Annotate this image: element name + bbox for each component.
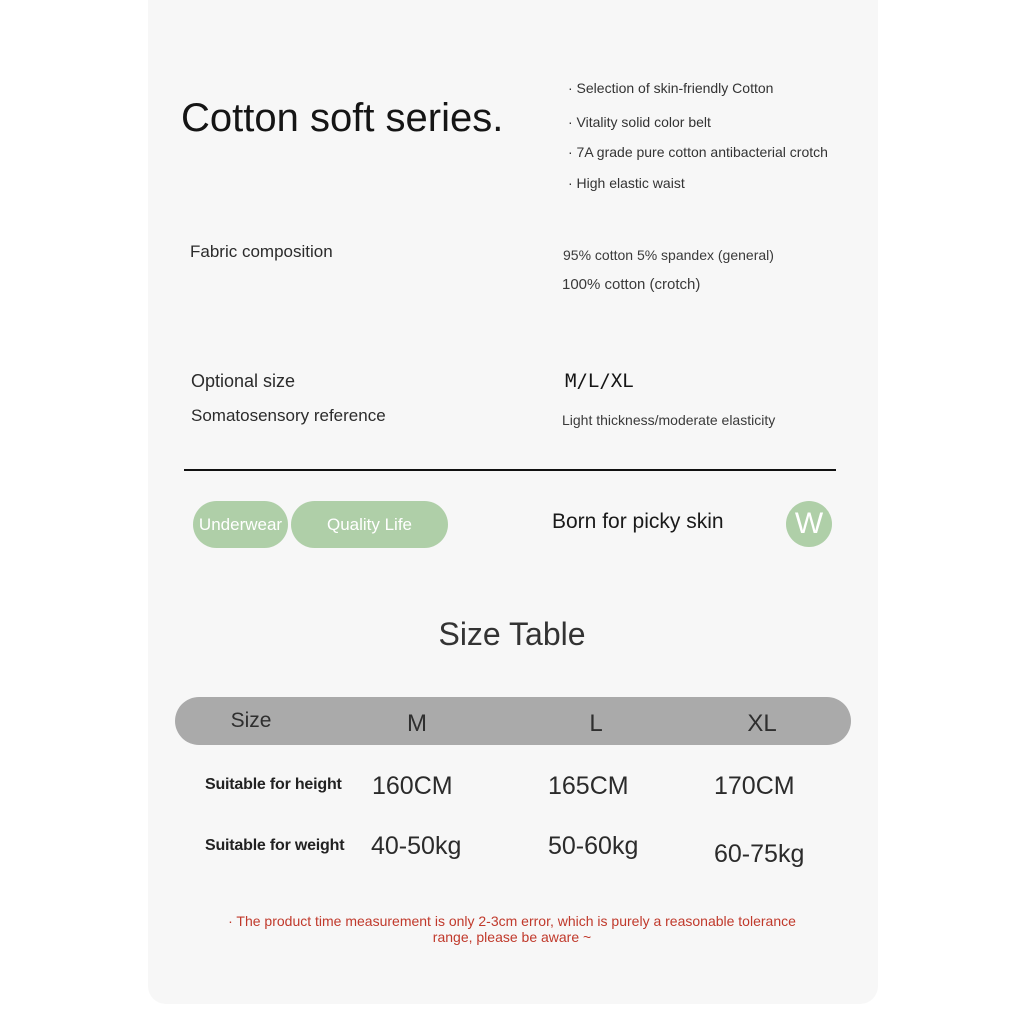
table-cell: 160CM <box>372 772 453 800</box>
brand-badge: W <box>786 501 832 547</box>
feature-item: · High elastic waist <box>568 175 685 191</box>
feature-item: · 7A grade pure cotton antibacterial crotch <box>568 144 828 160</box>
table-cell: 170CM <box>714 772 795 800</box>
tag-underwear: Underwear <box>193 501 288 548</box>
feature-item: · Vitality solid color belt <box>568 114 711 130</box>
size-table-title: Size Table <box>438 616 586 652</box>
table-row-label: Suitable for height <box>205 776 342 793</box>
optional-size-value: M/L/XL <box>565 370 634 392</box>
size-table-header-cell: L <box>589 710 603 737</box>
somatosensory-label: Somatosensory reference <box>191 406 386 425</box>
table-cell: 165CM <box>548 772 629 800</box>
tolerance-note <box>0 913 1024 945</box>
fabric-composition-value: 95% cotton 5% spandex (general) <box>563 247 774 263</box>
tag-quality-life: Quality Life <box>291 501 448 548</box>
table-cell: 40-50kg <box>371 832 462 860</box>
page-title: Cotton soft series. <box>181 96 504 140</box>
divider <box>184 469 836 471</box>
fabric-composition-value: 100% cotton (crotch) <box>562 276 701 293</box>
fabric-composition-label: Fabric composition <box>190 242 333 261</box>
tagline: Born for picky skin <box>552 510 724 533</box>
size-table-header-cell: Size <box>230 709 272 732</box>
table-row-label: Suitable for weight <box>205 837 345 854</box>
table-cell: 50-60kg <box>548 832 639 860</box>
size-table-header-cell: M <box>407 710 427 737</box>
tolerance-note-line: · The product time measurement is only 2-3cm error, which is purely a reasonable tolerance <box>228 913 796 929</box>
feature-item: · Selection of skin-friendly Cotton <box>568 80 774 96</box>
table-cell: 60-75kg <box>714 840 805 868</box>
optional-size-label: Optional size <box>191 371 296 391</box>
somatosensory-value: Light thickness/moderate elasticity <box>562 412 776 428</box>
tolerance-note-line: range, please be aware ~ <box>432 929 592 945</box>
size-table-header-cell: XL <box>747 710 777 737</box>
